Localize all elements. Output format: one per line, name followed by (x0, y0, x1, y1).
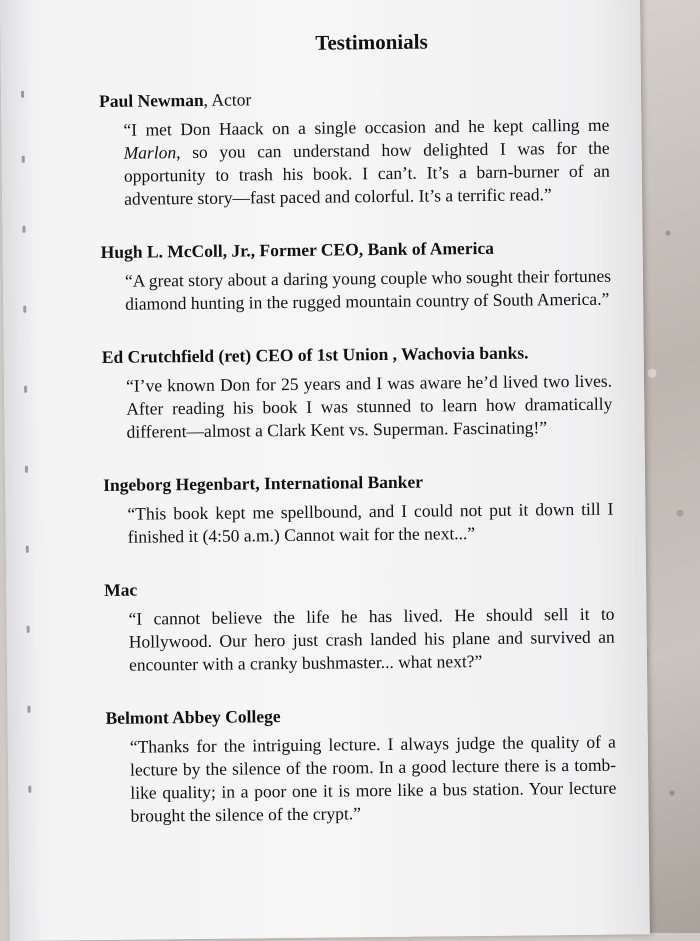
testimonial-entry (101, 236, 612, 316)
testimonial-quote: “This book kept me spellbound, and I could not put it down till I finished it (4:50 a.m.) Cannot wait for the next...” (127, 498, 614, 547)
quote-text: , so you can understand how delighted I was for the opportunity to trash his book. I can’t. It’s a barn-burner of an adventure story—fast paced and colorful. It’s a terrific read.” (123, 137, 610, 209)
testimonial-quote: “I’ve known Don for 25 years and I was aware he’d lived two lives. After reading his book I was stunned to learn how dramatically different—almost a Clark Kent vs. Superman. Fascinating!” (125, 370, 613, 442)
testimonial-quote: “Thanks for the intriguing lecture. I always judge the quality of a lecture by the silence of the room. In a good lecture there is a tomb-like quality; in a poor one it is more like a bus station. Your lecture brought the silence of the crypt.” (129, 731, 617, 826)
testimonial-entry (105, 702, 616, 828)
quote-italic-text: Marlon (123, 142, 177, 163)
testimonial-attribution (104, 574, 614, 601)
testimonial-name: Hugh L. McColl, Jr., Former CEO, Bank of America (100, 237, 495, 262)
testimonial-attribution (101, 236, 611, 263)
testimonial-name: Ingeborg Hegenbart, International Banker (103, 471, 424, 495)
testimonial-name: Paul Newman (98, 89, 204, 111)
binding-stitch (21, 91, 24, 98)
testimonial-quote: “I cannot believe the life he has lived. He should sell it to Hollywood. Our hero just crash landed his plane and survived an encounter with a cranky bushmaster... what next?” (128, 603, 615, 675)
testimonial-name: Ed Crutchfield (ret) CEO of 1st Union , Wachovia banks. (101, 342, 529, 367)
binding-stitch (22, 156, 25, 163)
testimonial-attribution (102, 341, 612, 368)
page-content (98, 28, 617, 858)
testimonial-attribution (99, 85, 609, 112)
testimonial-quote: “A great story about a daring young couple who sought their fortunes diamond hunting in the rugged mountain country of South America.” (124, 265, 612, 314)
testimonial-name: Mac (104, 579, 138, 600)
binding-stitch (27, 626, 30, 633)
testimonial-entry (104, 574, 615, 677)
binding-stitch (23, 306, 26, 313)
testimonial-role: , Actor (203, 89, 252, 110)
testimonial-name: Belmont Abbey College (105, 706, 281, 728)
binding-stitch (27, 706, 30, 713)
testimonial-attribution (105, 702, 615, 729)
testimonial-quote (123, 114, 610, 211)
testimonial-entry (99, 85, 610, 211)
binding-stitch (26, 546, 29, 553)
page-title: Testimonials (315, 29, 428, 55)
testimonial-entry (103, 469, 614, 549)
quote-text: “I met Don Haack on a single occasion and he kept calling me (123, 114, 610, 140)
page-binding (0, 0, 40, 941)
binding-stitch (24, 386, 27, 393)
binding-stitch (22, 226, 25, 233)
binding-stitch (25, 466, 28, 473)
testimonial-entry (102, 341, 613, 444)
testimonial-attribution (103, 469, 613, 496)
binding-stitch (28, 786, 31, 793)
